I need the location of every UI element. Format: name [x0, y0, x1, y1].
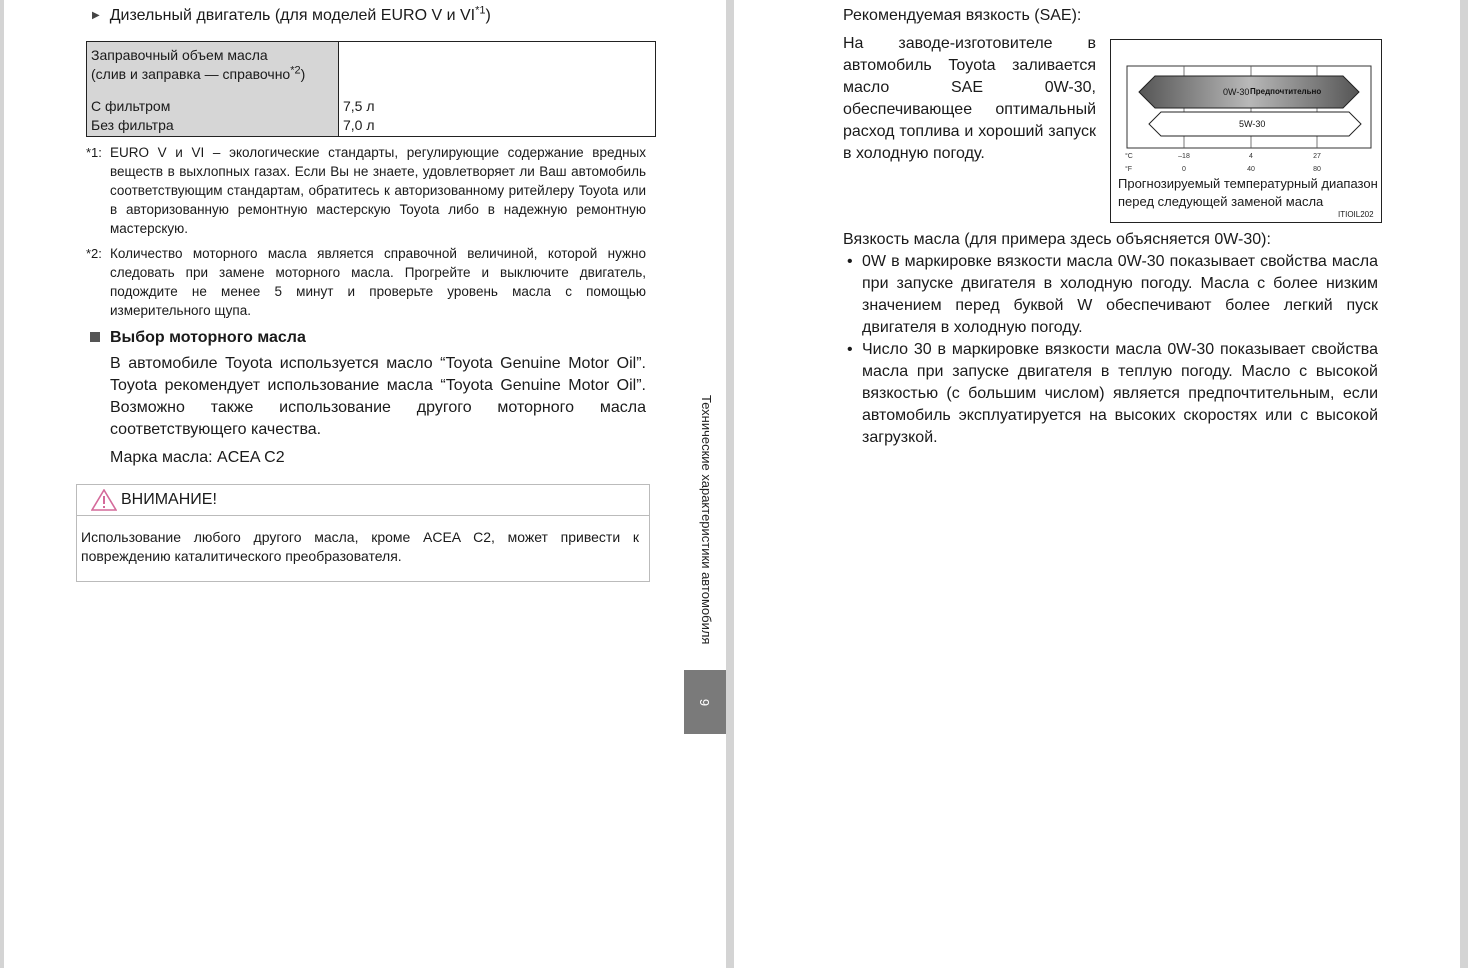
- tick-c: 27: [1313, 153, 1321, 160]
- tick-f: 0: [1182, 166, 1186, 173]
- unit-celsius: °C: [1125, 153, 1133, 160]
- diesel-engine-heading: ▶ Дизельный двигатель (для моделей EURO V и VI$^{*1}$): [92, 4, 491, 24]
- tick-f: 80: [1313, 166, 1321, 173]
- table-row-value: 7,5 л: [343, 98, 375, 114]
- right-page: [734, 0, 1460, 968]
- chapter-number-tab: 9: [684, 670, 726, 734]
- oil-capacity-table: [86, 41, 656, 137]
- list-item: • 0W в маркировке вязкости масла 0W-30 показывает свойства масла при запуске двигателя в холодную погоду. Масла с более низким значением перед буквой W обеспечивают более легкий пуск двигателя в холодную погоду.: [847, 253, 1378, 336]
- bullet-icon: •: [847, 253, 853, 270]
- figure-caption: Прогнозируемый температурный диапазон перед следующей заменой масла: [1118, 176, 1378, 209]
- table-header-cell: Заправочный объем масла (слив и заправка — справочно$^{*2}$): [91, 47, 306, 82]
- footnote-1: *1: EURO V и VI – экологические стандарты, регулирующие содержание вредных веществ в выхлопных газах. Если Вы не знаете, удовлетворяет ли Ваш автомобиль соответствующим стандартам, обратитесь к авторизованному ритейлеру Toyota или в авторизованную ремонтную мастерскую Toyota либо в надежную ремонтную мастерскую.: [86, 145, 646, 236]
- section-body: В автомобиле Toyota используется масло “Toyota Genuine Motor Oil”. Toyota рекомендует использование масла “Toyota Genuine Motor Oil”. Возможно также использование другого моторного масла соответствующего качества.: [110, 355, 646, 438]
- warning-title: ВНИМАНИЕ!: [121, 491, 217, 508]
- oil-brand: Марка масла: ACEA C2: [110, 449, 285, 466]
- table-row-label: Без фильтра: [91, 117, 174, 133]
- table-value-column: [339, 42, 655, 136]
- tick-f: 40: [1247, 166, 1255, 173]
- bar-0w30-preferred: Предпочтительно: [1250, 87, 1322, 96]
- square-bullet-icon: [90, 332, 100, 342]
- bullet-icon: •: [847, 341, 853, 358]
- section-title: Выбор моторного масла: [90, 327, 306, 349]
- warning-header: [77, 485, 649, 516]
- recommended-viscosity-text: На заводе-изготовителе в автомобиль Toyota заливается масло SAE 0W-30, обеспечивающее оптимальный расход топлива и хороший запуск в холодную погоду.: [843, 35, 1096, 162]
- tick-c: –18: [1178, 153, 1190, 160]
- table-row-label: С фильтром: [91, 98, 171, 114]
- triangle-bullet-icon: ▶: [92, 10, 100, 21]
- viscosity-bullet-list: [843, 251, 1378, 449]
- left-page: [4, 0, 726, 968]
- footnote-2: *2: Количество моторного масла является справочной величиной, которой нужно следовать при замене моторного масла. Прогрейте и выключите двигатель, подождите не менее 5 минут и проверьте уровень масла с помощью измерительного щупа.: [86, 246, 646, 318]
- tick-c: 4: [1249, 153, 1253, 160]
- viscosity-explanation-title: Вязкость масла (для примера здесь объясняется 0W-30):: [843, 231, 1271, 248]
- table-row-value: 7,0 л: [343, 117, 375, 133]
- recommended-viscosity-title: Рекомендуемая вязкость (SAE):: [843, 7, 1082, 24]
- figure-code: ITIOIL202: [1338, 210, 1374, 219]
- warning-text: Использование любого другого масла, кроме ACEA C2, может привести к повреждению каталитического преобразователя.: [81, 529, 639, 564]
- bar-5w30-label: 5W-30: [1239, 119, 1266, 129]
- bar-0w30-label: 0W-30: [1223, 87, 1250, 97]
- table-label-column: [87, 42, 339, 136]
- warning-box: [76, 484, 650, 582]
- unit-fahrenheit: °F: [1125, 166, 1133, 173]
- warning-triangle-icon: [91, 489, 117, 511]
- chapter-side-tab-label: Технические характеристики автомобиля: [699, 395, 714, 645]
- list-item: • Число 30 в маркировке вязкости масла 0W-30 показывает свойства масла при запуске двигателя в теплую погоду. Масло с высокой вязкостью (с большим числом) является предпочтительным, если автомобиль эксплуатируется на высоких скоростях или с высокой загрузкой.: [847, 341, 1378, 446]
